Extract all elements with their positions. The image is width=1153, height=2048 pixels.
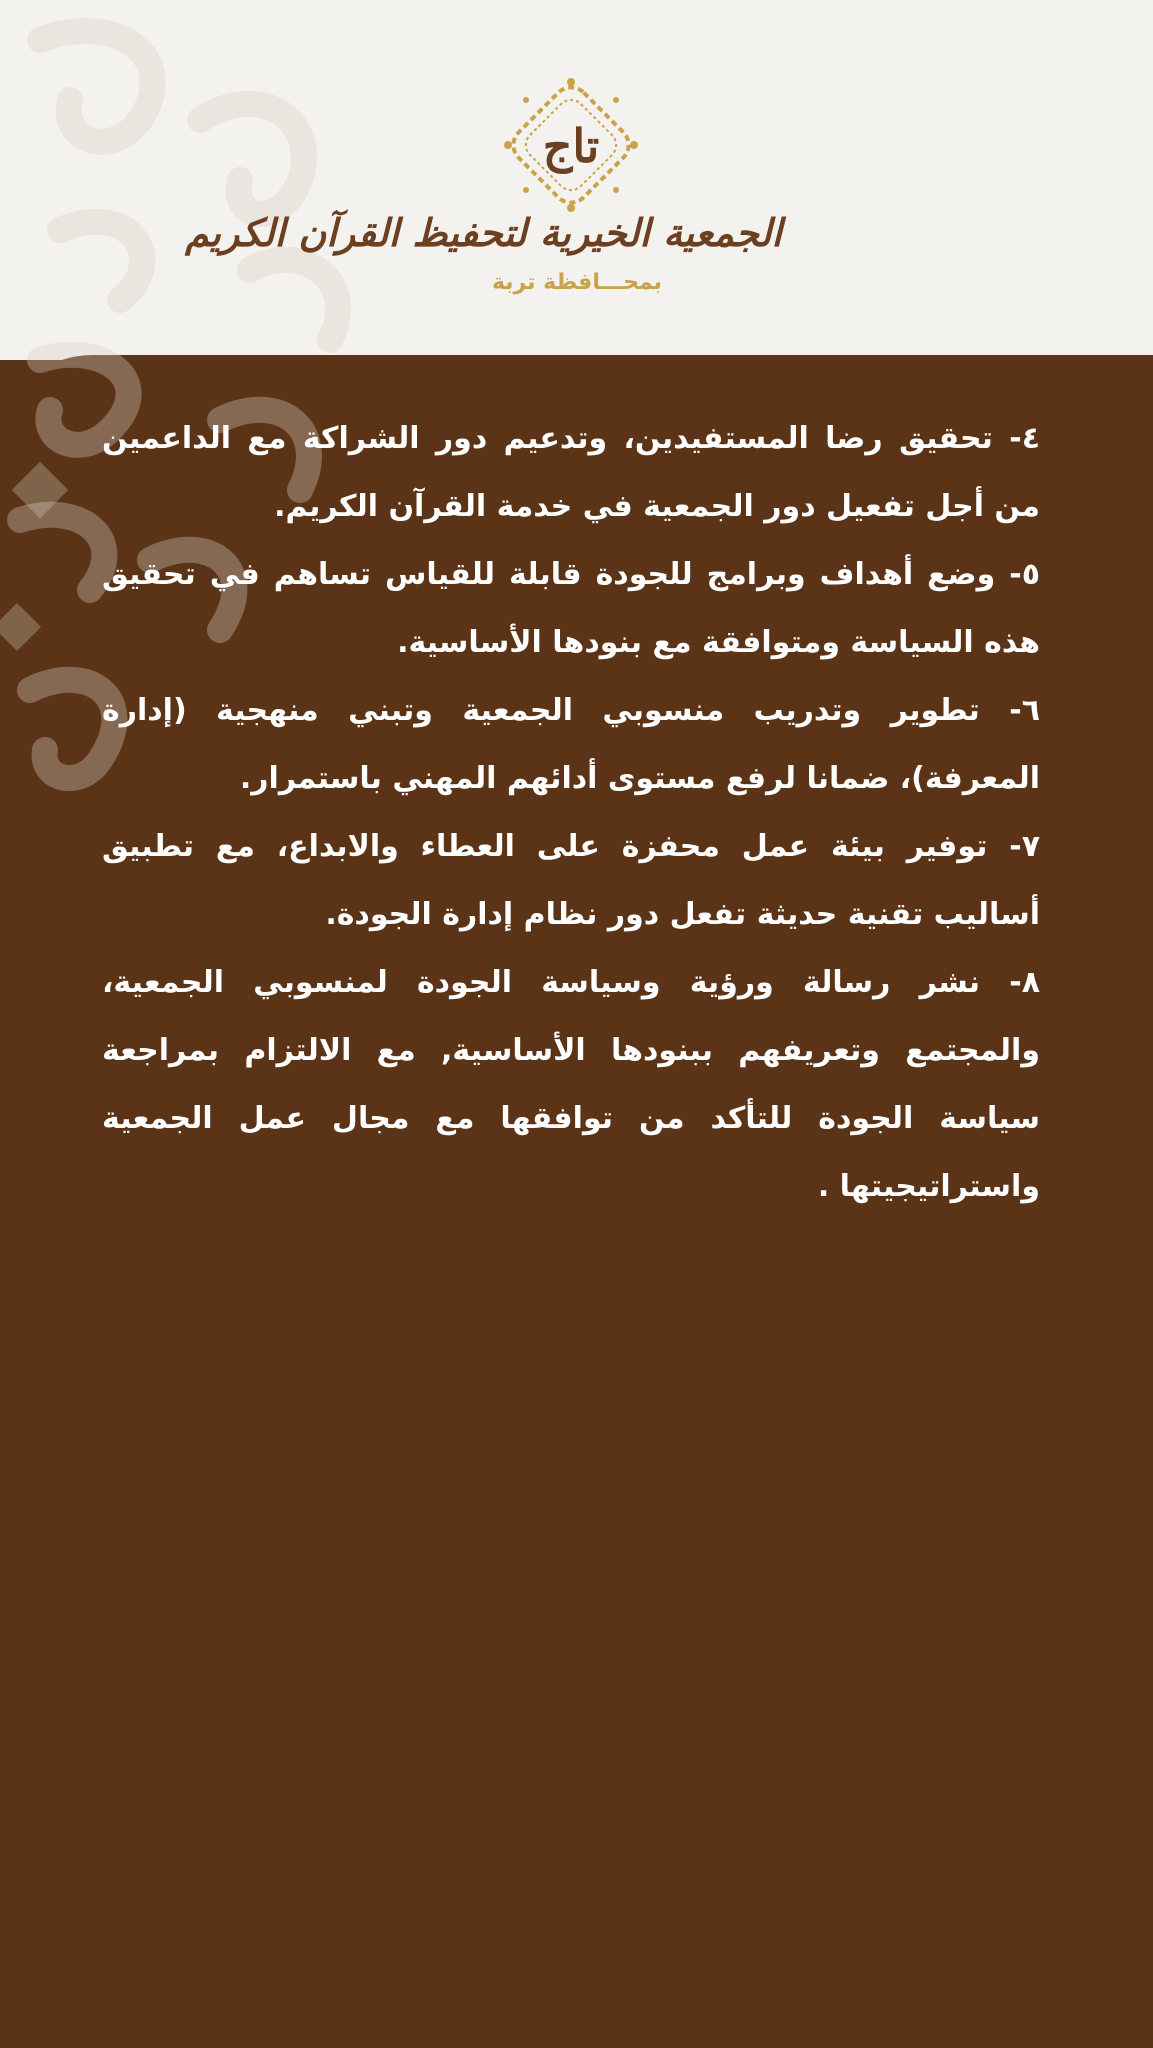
emblem-text: تاج xyxy=(542,119,600,173)
policy-list xyxy=(102,405,1040,1221)
policy-item: ٧- توفير بيئة عمل محفزة على العطاء والابداع، مع تطبيق أساليب تقنية حديثة تفعل دور نظام إدارة الجودة. xyxy=(102,829,1040,932)
policy-item: ٤- تحقيق رضا المستفيدين، وتدعيم دور الشراكة مع الداعمين من أجل تفعيل دور الجمعية في خدمة القرآن الكريم. xyxy=(102,421,1040,524)
association-region: بمحـــافظة تربة xyxy=(491,270,663,295)
policy-item: ٦- تطوير وتدريب منسوبي الجمعية وتبني منهجية (إدارة المعرفة)، ضمانا لرفع مستوى أدائهم المهني باستمرار. xyxy=(102,693,1040,796)
policy-item: ٥- وضع أهداف وبرامج للجودة قابلة للقياس تساهم في تحقيق هذه السياسة ومتوافقة مع بنودها الأساسية. xyxy=(102,557,1040,660)
association-name: الجمعية الخيرية لتحفيظ القرآن الكريم xyxy=(185,210,782,255)
ornament-emblem-icon xyxy=(496,70,646,220)
policy-item: ٨- نشر رسالة ورؤية وسياسة الجودة لمنسوبي الجمعية، والمجتمع وتعريفهم ببنودها الأساسية, مع الالتزام بمراجعة سياسة الجودة للتأكد من توافقها مع مجال عمل الجمعية واستراتيجيتها . xyxy=(102,965,1040,1204)
association-logo xyxy=(185,70,782,310)
